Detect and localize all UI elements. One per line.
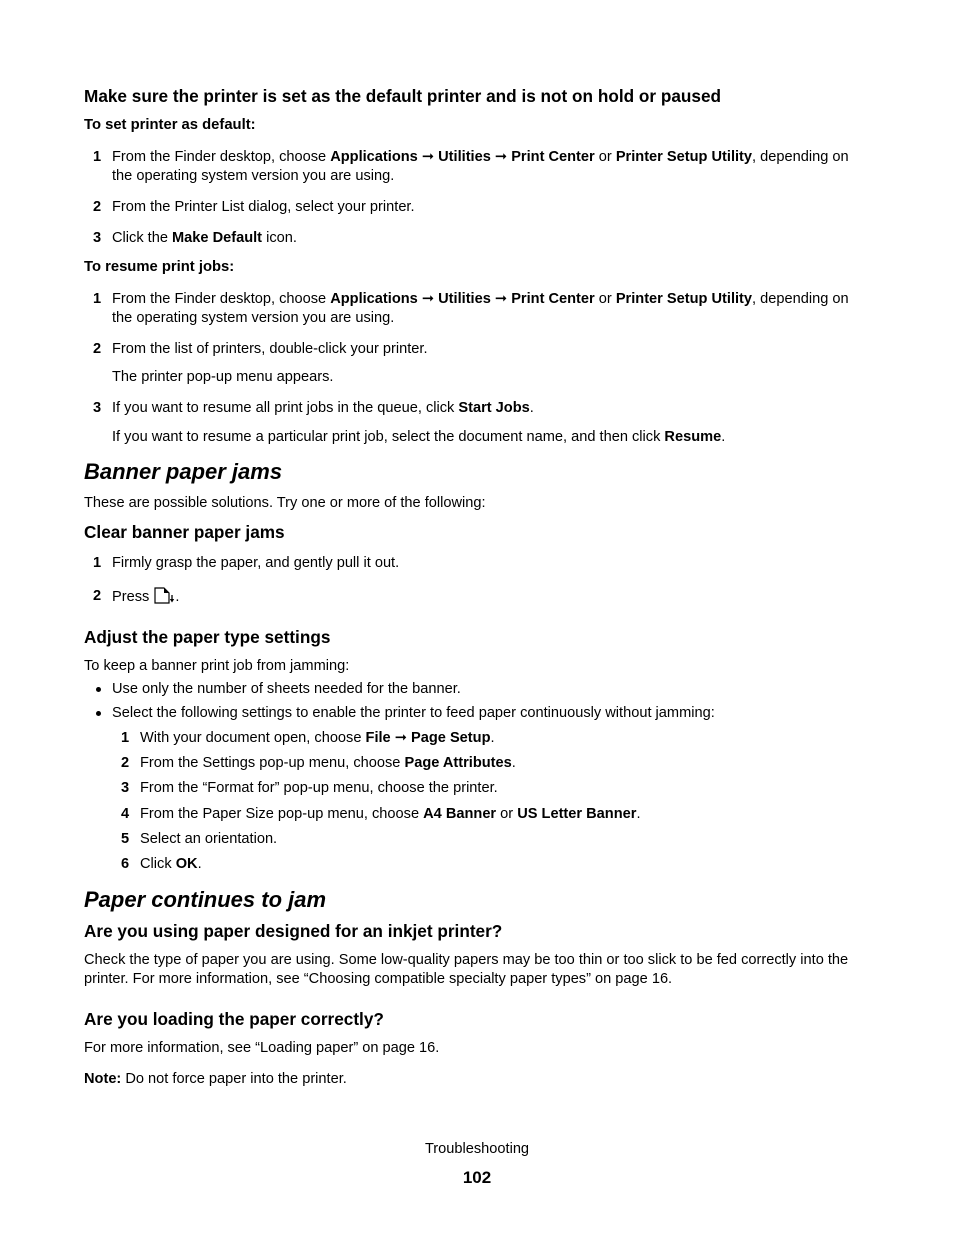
step-number: 1 (121, 730, 130, 746)
step-number: 1 (93, 149, 102, 165)
subheading-clear-banner: Clear banner paper jams (84, 522, 285, 542)
subheading-resume-jobs: To resume print jobs: (84, 259, 235, 275)
step-number: 3 (121, 780, 130, 796)
banner-intro: These are possible solutions. Try one or more of the following: (84, 495, 486, 511)
step-number: 3 (93, 230, 102, 246)
step-text: With your document open, choose File ➞ Page Setup. (140, 730, 495, 746)
step-note: The printer pop-up menu appears. (112, 369, 334, 385)
step-text: Select an orientation. (140, 831, 278, 847)
subheading-adjust-settings: Adjust the paper type settings (84, 627, 331, 647)
inkjet-text: Check the type of paper you are using. Some low-quality papers may be too thin or too slick to be fed correctly into the printer. For more information, see “Choosing compatible specialty paper types” on page 16. (84, 952, 849, 987)
step-text: Click OK. (140, 856, 202, 872)
step-text: Firmly grasp the paper, and gently pull it out. (112, 555, 400, 571)
section-title-banner-jams: Banner paper jams (84, 459, 283, 484)
step-text: From the Printer List dialog, select your printer. (112, 199, 415, 215)
step-number: 5 (121, 831, 130, 847)
step-text: From the Finder desktop, choose Applications ➞ Utilities ➞ Print Center or Printer Setup Utility, depending on the operating system version you are using. (112, 291, 849, 326)
note-label: Note: (84, 1071, 122, 1087)
step-number: 3 (93, 400, 102, 416)
paper-feed-icon (153, 587, 175, 604)
subheading-loading-paper: Are you loading the paper correctly? (84, 1009, 384, 1029)
step-number: 1 (93, 291, 102, 307)
section-title-default-printer: Make sure the printer is set as the default printer and is not on hold or paused (84, 86, 722, 106)
adjust-intro: To keep a banner print job from jamming: (84, 658, 350, 674)
page-number: 102 (462, 1168, 492, 1187)
note-text: Do not force paper into the printer. (121, 1071, 347, 1087)
section-title-paper-continues: Paper continues to jam (84, 887, 327, 912)
step-text: If you want to resume all print jobs in the queue, click Start Jobs. (112, 400, 534, 416)
subheading-inkjet-paper: Are you using paper designed for an inkjet printer? (84, 921, 503, 941)
bullet-icon (96, 711, 101, 716)
step-number: 4 (121, 806, 130, 822)
step-number: 6 (121, 856, 130, 872)
step-text: From the “Format for” pop-up menu, choose the printer. (140, 780, 498, 796)
step-number: 2 (93, 588, 102, 604)
note (84, 1070, 870, 1089)
subheading-set-default: To set printer as default: (84, 117, 256, 133)
bullet-text: Select the following settings to enable the printer to feed paper continuously without jamming: (112, 705, 715, 721)
step-number: 2 (93, 341, 102, 357)
footer-section-name: Troubleshooting (424, 1141, 530, 1157)
step-note: If you want to resume a particular print job, select the document name, and then click Resume. (112, 429, 726, 445)
step-number: 2 (93, 199, 102, 215)
loading-text: For more information, see “Loading paper” on page 16. (84, 1040, 440, 1056)
step-number: 1 (93, 555, 102, 571)
bullet-icon (96, 687, 101, 692)
step-text: From the Settings pop-up menu, choose Page Attributes. (140, 755, 516, 771)
step-text: Press . (112, 589, 180, 605)
step-number: 2 (121, 755, 130, 771)
step-text: From the Finder desktop, choose Applications ➞ Utilities ➞ Print Center or Printer Setup Utility, depending on the operating system version you are using. (112, 149, 849, 184)
bullet-text: Use only the number of sheets needed for the banner. (112, 681, 461, 697)
step-text: Click the Make Default icon. (112, 230, 297, 246)
step-text: From the Paper Size pop-up menu, choose A4 Banner or US Letter Banner. (140, 806, 641, 822)
step-text: From the list of printers, double-click your printer. (112, 341, 428, 357)
